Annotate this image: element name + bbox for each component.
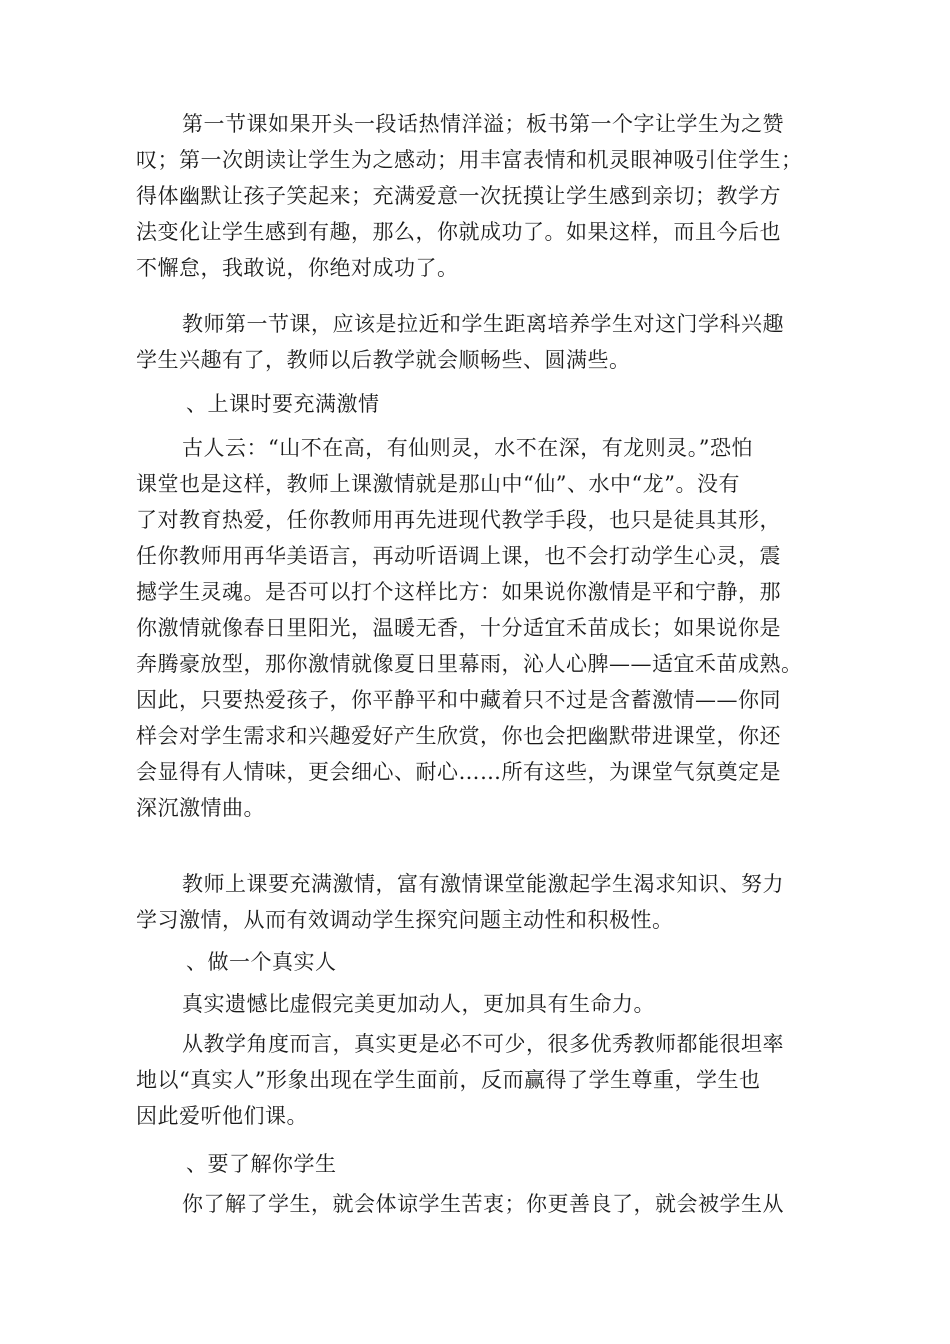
text-line: 任你教师用再华美语言，再动听语调上课，也不会打动学生心灵，震 [136, 544, 781, 568]
text-line: 你激情就像春日里阳光，温暖无香，十分适宜禾苗成长；如果说你是 [136, 616, 781, 640]
text-line: 古人云：“山不在高，有仙则灵，水不在深，有龙则灵。”恐怕 [182, 436, 753, 460]
text-line: 第一节课如果开头一段话热情洋溢；板书第一个字让学生为之赞 [182, 112, 784, 136]
text-line: 因此，只要热爱孩子，你平静平和中藏着只不过是含蓄激情——你同 [136, 688, 781, 712]
text-line: 教师上课要充满激情，富有激情课堂能激起学生渴求知识、努力 [182, 872, 784, 896]
text-line: 你了解了学生，就会体谅学生苦衷；你更善良了，就会被学生从 [182, 1192, 784, 1216]
text-line: 从教学角度而言，真实更是必不可少，很多优秀教师都能很坦率 [182, 1032, 784, 1056]
text-line: 撼学生灵魂。是否可以打个这样比方：如果说你激情是平和宁静，那 [136, 580, 781, 604]
text-line: 了对教育热爱，任你教师用再先进现代教学手段，也只是徒具其形， [136, 508, 781, 532]
section-heading: 、要了解你学生 [186, 1152, 337, 1176]
text-line: 奔腾豪放型，那你激情就像夏日里幕雨，沁人心脾——适宜禾苗成熟。 [136, 652, 803, 676]
text-line: 样会对学生需求和兴趣爱好产生欣赏，你也会把幽默带进课堂，你还 [136, 724, 781, 748]
text-line: 学习激情，从而有效调动学生探究问题主动性和积极性。 [136, 908, 674, 932]
section-heading: 、上课时要充满激情 [186, 392, 380, 416]
text-line: 不懈怠，我敢说，你绝对成功了。 [136, 256, 459, 280]
text-line: 学生兴趣有了，教师以后教学就会顺畅些、圆满些。 [136, 348, 631, 372]
text-line: 真实遗憾比虚假完美更加动人，更加具有生命力。 [182, 992, 655, 1016]
text-line: 课堂也是这样，教师上课激情就是那山中“仙”、水中“龙”。没有 [136, 472, 740, 496]
text-line: 深沉激情曲。 [136, 796, 265, 820]
text-line: 法变化让学生感到有趣，那么，你就成功了。如果这样，而且今后也 [136, 220, 781, 244]
text-line: 得体幽默让孩子笑起来；充满爱意一次抚摸让学生感到亲切；教学方 [136, 184, 781, 208]
text-line: 叹；第一次朗读让学生为之感动；用丰富表情和机灵眼神吸引住学生； [136, 148, 803, 172]
text-line: 会显得有人情味，更会细心、耐心……所有这些，为课堂气氛奠定是 [136, 760, 781, 784]
text-line: 地以“真实人”形象出现在学生面前，反而赢得了学生尊重，学生也 [136, 1068, 761, 1092]
text-line: 因此爱听他们课。 [136, 1104, 308, 1128]
section-heading: 、做一个真实人 [186, 950, 337, 974]
text-line: 教师第一节课，应该是拉近和学生距离培养学生对这门学科兴趣 [182, 312, 784, 336]
